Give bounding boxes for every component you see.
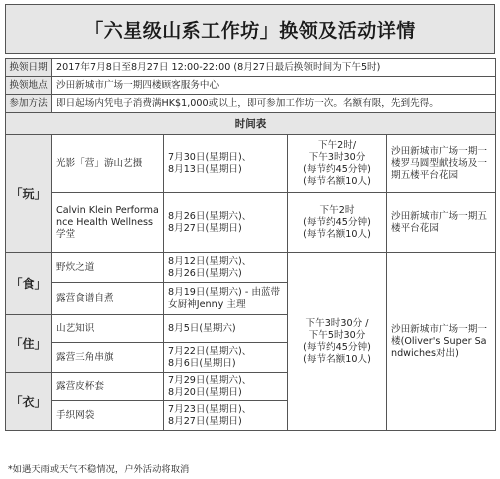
redeem-place-row	[6, 77, 496, 95]
table-row	[6, 135, 496, 193]
category-eat: 「食」	[6, 253, 52, 315]
activity-name: 手织网袋	[52, 401, 164, 431]
activity-dates: 7月30日(星期日)、 8月13日(星期日)	[164, 135, 288, 193]
session-time: 下午2时/ 下午3时30分 (每节约45分钟) (每节名额10人)	[288, 135, 387, 193]
activity-name: 露营三角串旗	[52, 343, 164, 373]
footnote: *如遇天雨或天气不稳情况，户外活动将取消	[8, 464, 190, 475]
schedule-header: 时间表	[6, 113, 496, 135]
activity-dates: 8月5日(星期六)	[164, 315, 288, 343]
activity-dates: 8月19日(星期六) - 由蓝带女厨神Jenny 主理	[164, 283, 288, 315]
activity-name: 光影「营」游山艺摄	[52, 135, 164, 193]
table-row	[6, 253, 496, 283]
redeem-place-value: 沙田新城市广场一期四楼顾客服务中心	[52, 77, 496, 95]
activity-name: Calvin Klein Performance Health Wellness 学堂	[52, 193, 164, 253]
venue: 沙田新城市广场一期一楼罗马圆型献技场及一期五楼平台花园	[387, 135, 496, 193]
activity-name: 露营皮杯套	[52, 373, 164, 401]
activity-dates: 7月22日(星期六)、 8月6日(星期日)	[164, 343, 288, 373]
activity-dates: 8月26日(星期六)、 8月27日(星期日)	[164, 193, 288, 253]
method-row	[6, 95, 496, 113]
venue: 沙田新城市广场一期一楼(Oliver's Super Sandwiches对出)	[387, 253, 496, 431]
method-value: 即日起场内凭电子消费满HK$1,000或以上，即可参加工作坊一次。名额有限，先到先得。	[52, 95, 496, 113]
redeem-date-label: 换领日期	[6, 59, 52, 77]
page-title: 「六星级山系工作坊」换领及活动详情	[5, 4, 495, 54]
venue: 沙田新城市广场一期五楼平台花园	[387, 193, 496, 253]
session-time: 下午2时 (每节约45分钟) (每节名额10人)	[288, 193, 387, 253]
details-table	[5, 58, 496, 431]
session-time: 下午3时30分 / 下午5时30分 (每节约45分钟) (每节名额10人)	[288, 253, 387, 431]
activity-dates: 8月12日(星期六)、 8月26日(星期六)	[164, 253, 288, 283]
category-play: 「玩」	[6, 135, 52, 253]
redeem-date-value: 2017年7月8日至8月27日 12:00-22:00 (8月27日最后换领时间为下午5时)	[52, 59, 496, 77]
activity-name: 露营食谱自煮	[52, 283, 164, 315]
redeem-date-row	[6, 59, 496, 77]
activity-dates: 7月23日(星期日)、 8月27日(星期日)	[164, 401, 288, 431]
category-live: 「住」	[6, 315, 52, 373]
schedule-header-row	[6, 113, 496, 135]
activity-name: 山艺知识	[52, 315, 164, 343]
redeem-place-label: 换领地点	[6, 77, 52, 95]
table-row	[6, 193, 496, 253]
activity-name: 野炊之道	[52, 253, 164, 283]
activity-dates: 7月29日(星期六)、 8月20日(星期日)	[164, 373, 288, 401]
method-label: 参加方法	[6, 95, 52, 113]
category-wear: 「衣」	[6, 373, 52, 431]
